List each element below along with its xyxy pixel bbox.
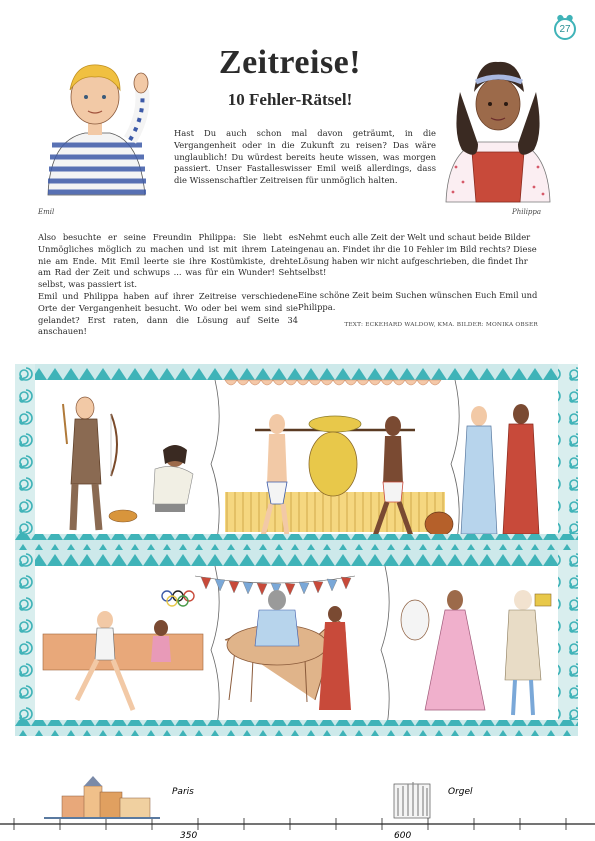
page-subtitle: 10 Fehler-Rätsel!	[227, 90, 353, 109]
left-paragraph-1: Also besuchte er seine Freundin Philippa: Sie liebt es Unmögliches möglich zu machen und ist mit ihrem Latein nie am Ende. Mit Emil leerte sie ihre Kostümkiste, drehte am Rad der Zeit und schwups ... was für ein Wunder! Seht selbst, was passiert ist.	[38, 232, 298, 290]
intro-paragraph: Hast Du auch schon mal davon geträumt, in die Vergangenheit oder in die Zukunft zu reisen? Das wäre unglaublich! Du würdest bereits heute wissen, was morgen passiert. Unser Fastalleswisser Emil weiß allerdings, dass die Wissenschaftler Zeitreisen für unmöglich halten.	[174, 128, 436, 186]
philippa-figure	[446, 62, 550, 202]
left-paragraph-2: Emil und Philippa haben auf ihrer Zeitreise verschiedene Orte der Vergangenheit besucht. Wo oder bei wem sind sie gelandet? Erst raten, dann die Lösung auf Seite 34 anschauen!	[38, 290, 298, 337]
page-number: 27	[559, 23, 571, 35]
timeline-strip	[0, 760, 595, 841]
emil-illustration	[30, 45, 160, 205]
spot-the-difference-illustration	[15, 364, 578, 736]
credits-line: TEXT: ECKEHARD WALDOW, KMA. BILDER: MONIKA OBSER	[344, 322, 538, 328]
timeline-label-paris: Paris	[172, 787, 194, 797]
timeline-tick-350: 350	[180, 831, 198, 841]
philippa-illustration	[438, 52, 558, 204]
right-paragraph-2: Eine schöne Zeit beim Suchen wünschen Euch Emil und Philippa.	[298, 290, 538, 312]
caption-philippa: Philippa	[512, 208, 542, 216]
right-column	[298, 232, 538, 314]
page-number-badge	[554, 18, 576, 40]
paris-town-icon	[44, 776, 160, 818]
emil-figure	[48, 65, 148, 195]
right-paragraph-1: Nehmt euch alle Zeit der Welt und schaut beide Bilder genau an. Findet ihr die 10 Fehler im Bild rechts? Diese Lösung haben wir nicht aufgeschrieben, die findet Ihr selbst!	[298, 232, 537, 278]
timeline-label-orgel: Orgel	[448, 787, 473, 797]
caption-emil: Emil	[38, 208, 55, 216]
organ-icon	[394, 782, 430, 818]
left-column	[38, 232, 298, 338]
timeline-tick-600: 600	[394, 831, 412, 841]
page-title: Zeitreise!	[218, 44, 362, 81]
